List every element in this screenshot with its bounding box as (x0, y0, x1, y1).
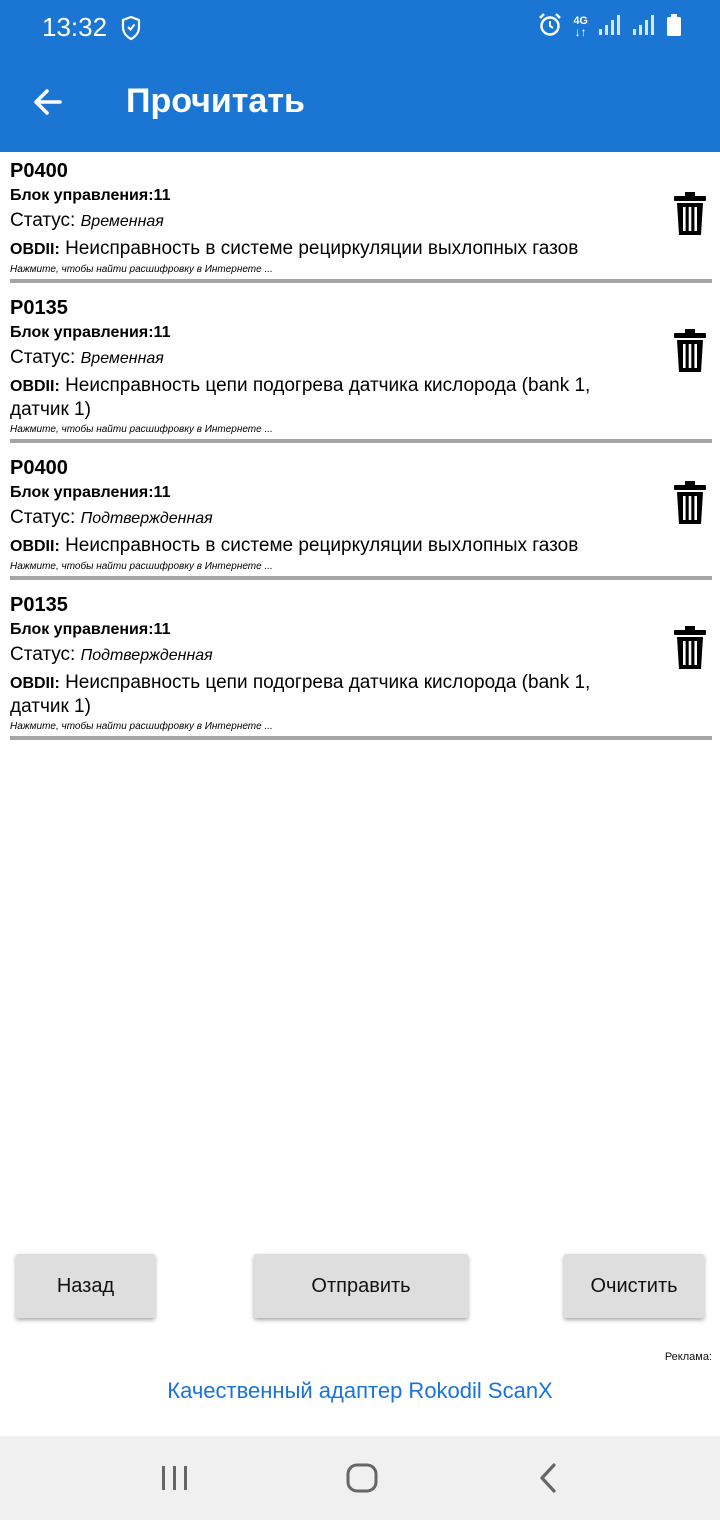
signal-icon (598, 13, 622, 42)
back-nav-icon[interactable] (534, 1458, 564, 1503)
network-type: 4G ↓↑ (573, 15, 588, 39)
divider (10, 576, 712, 580)
list-item[interactable] (0, 289, 720, 443)
error-code: P0135 (10, 297, 68, 319)
list-item[interactable] (0, 449, 720, 580)
control-unit: Блок управления:11 (10, 484, 171, 501)
trash-icon[interactable] (674, 192, 706, 236)
error-description: OBDII: Неисправность в системе рециркуляции выхлопных газов (10, 535, 579, 556)
navigation-bar (0, 1436, 720, 1520)
trash-icon[interactable] (674, 481, 706, 525)
arrow-left-icon[interactable] (28, 82, 68, 122)
error-code: P0400 (10, 457, 68, 479)
control-unit: Блок управления:11 (10, 324, 171, 341)
status-line: Статус: Подтвержденная (10, 507, 213, 528)
control-unit: Блок управления:11 (10, 187, 171, 204)
list-item[interactable] (0, 152, 720, 283)
status-icons (537, 12, 682, 43)
send-button[interactable]: Отправить (254, 1254, 468, 1318)
search-hint[interactable]: Нажмите, чтобы найти расшифровку в Интернете ... (10, 264, 273, 275)
status-line: Статус: Временная (10, 347, 164, 368)
trash-icon[interactable] (674, 626, 706, 670)
recent-apps-icon[interactable] (158, 1458, 192, 1503)
list-item[interactable] (0, 586, 720, 740)
status-value: Временная (80, 213, 164, 230)
signal-icon (632, 13, 656, 42)
control-unit: Блок управления:11 (10, 621, 171, 638)
status-value: Подтвержденная (80, 510, 213, 527)
divider (10, 279, 712, 283)
search-hint[interactable]: Нажмите, чтобы найти расшифровку в Интернете ... (10, 561, 273, 572)
trash-icon[interactable] (674, 329, 706, 373)
error-description: OBDII: Неисправность цепи подогрева датчика кислорода (bank 1, датчик 1) (10, 672, 591, 717)
error-description: OBDII: Неисправность в системе рециркуляции выхлопных газов (10, 238, 579, 259)
status-line: Статус: Временная (10, 210, 164, 231)
ad-link[interactable]: Качественный адаптер Rokodil ScanX (167, 1378, 553, 1403)
status-line: Статус: Подтвержденная (10, 644, 213, 665)
clear-button[interactable]: Очистить (564, 1254, 704, 1318)
shield-icon (120, 15, 142, 46)
page-title: Прочитать (126, 82, 305, 120)
ad-label: Реклама: (664, 1351, 712, 1363)
alarm-icon (537, 12, 563, 43)
search-hint[interactable]: Нажмите, чтобы найти расшифровку в Интернете ... (10, 424, 273, 435)
divider (10, 439, 712, 443)
status-value: Временная (80, 350, 164, 367)
divider (10, 736, 712, 740)
status-time: 13:32 (42, 12, 108, 42)
status-value: Подтвержденная (80, 647, 213, 664)
error-description: OBDII: Неисправность цепи подогрева датчика кислорода (bank 1, датчик 1) (10, 375, 591, 420)
error-code: P0400 (10, 160, 68, 182)
home-icon[interactable] (344, 1458, 380, 1503)
app-bar (0, 0, 720, 152)
back-button[interactable]: Назад (16, 1254, 155, 1318)
error-list (0, 152, 720, 746)
battery-icon (666, 13, 682, 42)
search-hint[interactable]: Нажмите, чтобы найти расшифровку в Интернете ... (10, 721, 273, 732)
error-code: P0135 (10, 594, 68, 616)
